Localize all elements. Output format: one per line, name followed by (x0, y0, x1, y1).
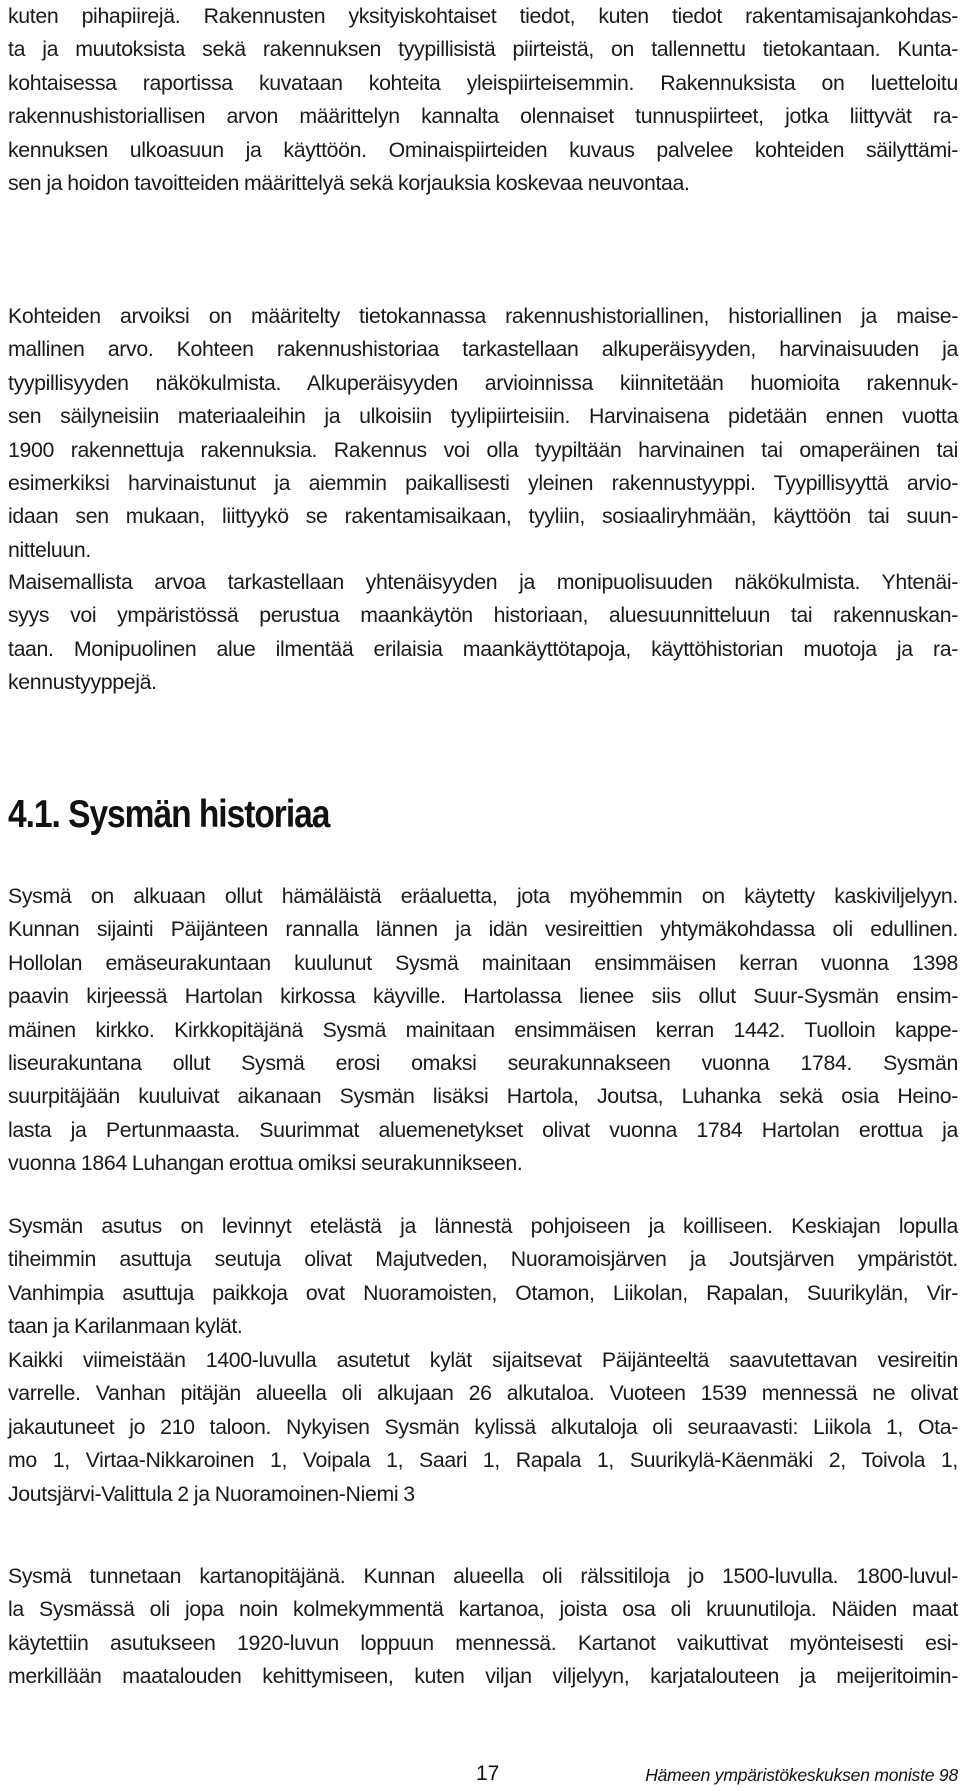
text-line: kohtaisessa raportissa kuvataan kohteita yleispiirteisemmin. Rakennuksista on luetteloitu (8, 70, 958, 95)
text-line: sen ja hoidon tavoitteiden määrittelyä sekä korjauksia koskevaa neuvontaa. (8, 171, 690, 196)
text-line: kuten pihapiirejä. Rakennusten yksityiskohtaiset tiedot, kuten tiedot rakentamisajankohdas- (8, 4, 958, 28)
text-line: paavin kirjeessä Hartolan kirkossa käyville. Hartolassa lienee siis ollut Suur-Sysmän ensim- (8, 984, 958, 1009)
text-line: lasta ja Pertunmaasta. Suurimmat aluemenetykset olivat vuonna 1784 Hartolan erottua ja (8, 1117, 958, 1142)
text-line: kennuksen ulkoasuun ja käyttöön. Ominaispiirteiden kuvaus palvelee kohteiden säilyttämi- (8, 137, 958, 162)
text-line: käytettiin asutukseen 1920-luvun loppuun mennessä. Kartanot vaikuttivat myönteisesti esi- (8, 1630, 958, 1655)
text-line: esimerkiksi harvinaistunut ja aiemmin paikallisesti yleinen rakennustyyppi. Tyypillisyyttä arvio- (8, 471, 958, 496)
publication-series: Hämeen ympäristökeskuksen moniste 98 (645, 1765, 958, 1785)
text-line: tyypillisyyden näkökulmista. Alkuperäisyyden arvioinnissa kiinnitetään huomioita rakennuk- (8, 370, 958, 395)
text-line: Maisemallista arvoa tarkastellaan yhtenäisyyden ja monipuolisuuden näkökulmista. Yhtenäi- (8, 570, 958, 594)
text-line: Sysmä tunnetaan kartanopitäjänä. Kunnan alueella oli rälssitiloja jo 1500-luvulla. 1800-luvul- (8, 1564, 958, 1588)
paragraph-history-villages (8, 1344, 958, 1511)
text-line: rakennushistoriallisen arvon määrittelyn kannalta olennaiset tunnuspiirteet, jotka liittyvät ra- (8, 104, 958, 129)
text-line: ta ja muutoksista sekä rakennuksen tyypillisistä piirteistä, on tallennettu tietokantaan. Kunta- (8, 37, 958, 62)
paragraph-value-criteria (8, 300, 958, 567)
text-line: tiheimmin asuttuja seutuja olivat Majutveden, Nuoramoisjärven ja Joutsjärven ympäristöt. (8, 1247, 958, 1272)
paragraph-inventory-intro (8, 0, 958, 200)
text-line: varrelle. Vanhan pitäjän alueella oli alkujaan 26 alkutaloa. Vuoteen 1539 mennessä ne olivat (8, 1381, 958, 1406)
text-line: la Sysmässä oli jopa noin kolmekymmentä kartanoa, joista osa oli kruunutiloja. Näiden maat (8, 1597, 958, 1622)
text-line: liseurakuntana ollut Sysmä erosi omaksi seurakunnakseen vuonna 1784. Sysmän (8, 1051, 958, 1076)
text-line: taan ja Karilanmaan kylät. (8, 1314, 243, 1339)
text-line: Kaikki viimeistään 1400-luvulla asutetut kylät sijaitsevat Päijänteeltä saavutettavan vesireitin (8, 1348, 958, 1372)
text-line: Kunnan sijainti Päijänteen rannalla lännen ja idän vesireittien yhtymäkohdassa oli edullinen. (8, 917, 958, 942)
paragraph-history-origins (8, 880, 958, 1181)
paragraph-text (8, 0, 958, 200)
text-line: taan. Monipuolinen alue ilmentää erilaisia maankäyttötapoja, käyttöhistorian muotoja ja ra- (8, 636, 958, 661)
paragraph-text (8, 566, 958, 700)
paragraph-text (8, 1344, 958, 1511)
text-line: vuonna 1864 Luhangan erottua omiksi seurakunnikseen. (8, 1151, 523, 1176)
text-line: idaan sen mukaan, liittyykö se rakentamisaikaan, tyyliin, sosiaaliryhmään, käyttöön tai suun- (8, 504, 958, 529)
paragraph-text (8, 1560, 958, 1694)
text-line: mo 1, Virtaa-Nikkaroinen 1, Voipala 1, Saari 1, Rapala 1, Suurikylä-Käenmäki 2, Toivola 1, (8, 1448, 958, 1473)
text-line: jakautuneet jo 210 taloon. Nykyisen Sysmän kylissä alkutaloja oli seuraavasti: Liikola 1, Ota- (8, 1414, 958, 1439)
text-line: Kohteiden arvoiksi on määritelty tietokannassa rakennushistoriallinen, historiallinen ja maise- (8, 304, 958, 328)
paragraph-text (8, 300, 958, 567)
text-line: mallinen arvo. Kohteen rakennushistoriaa tarkastellaan alkuperäisyyden, harvinaisuuden ja (8, 337, 958, 362)
text-line: merkillään maatalouden kehittymiseen, kuten viljan viljelyyn, karjatalouteen ja meijeritoimin- (8, 1664, 958, 1689)
paragraph-landscape-value (8, 566, 958, 700)
text-line: 1900 rakennettuja rakennuksia. Rakennus voi olla tyypiltään harvinainen tai omaperäinen tai (8, 437, 958, 462)
text-line: Joutsjärvi-Valittula 2 ja Nuoramoinen-Niemi 3 (8, 1481, 415, 1506)
text-line: Sysmä on alkuaan ollut hämäläistä eräaluetta, jota myöhemmin on käytetty kaskiviljelyyn. (8, 884, 958, 908)
text-line: mäinen kirkko. Kirkkopitäjänä Sysmä mainitaan ensimmäisen kerran 1442. Tuolloin kappe- (8, 1017, 958, 1042)
text-line: Vanhimpia asuttuja paikkoja ovat Nuoramoisten, Otamon, Liikolan, Rapalan, Suurikylän, Vir- (8, 1280, 958, 1305)
paragraph-history-manors (8, 1560, 958, 1694)
section-heading: 4.1. Sysmän historiaa (8, 793, 330, 836)
text-line: nitteluun. (8, 537, 91, 562)
text-line: sen säilyneisiin materiaaleihin ja ulkoisiin tyylipiirteisiin. Harvinaisena pidetään ennen vuotta (8, 404, 958, 429)
text-line: syys voi ympäristössä perustua maankäytön historiaan, aluesuunnitteluun tai rakennuskan- (8, 603, 958, 628)
paragraph-text (8, 1210, 958, 1344)
paragraph-history-settlement (8, 1210, 958, 1344)
paragraph-text (8, 880, 958, 1181)
text-line: kennustyyppejä. (8, 670, 157, 695)
text-line: Sysmän asutus on levinnyt etelästä ja lännestä pohjoiseen ja koilliseen. Keskiajan lopulla (8, 1214, 958, 1238)
text-line: Hollolan emäseurakuntaan kuulunut Sysmä mainitaan ensimmäisen kerran vuonna 1398 (8, 950, 958, 975)
text-line: suurpitäjään kuuluivat aikanaan Sysmän lisäksi Hartola, Joutsa, Luhanka sekä osia Heino- (8, 1084, 958, 1109)
page-number: 17 (476, 1762, 500, 1785)
